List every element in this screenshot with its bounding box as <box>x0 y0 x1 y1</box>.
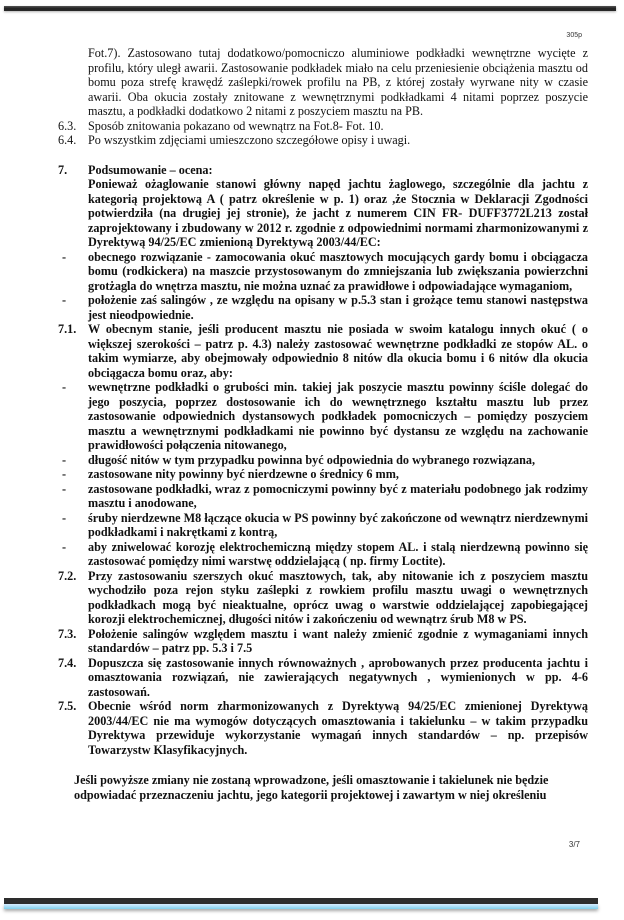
section-7-bullets <box>58 250 588 323</box>
bullet-dash: - <box>62 481 67 496</box>
item-number: 7.1. <box>58 322 77 336</box>
bullet-dash: - <box>62 249 67 264</box>
bullet-text: wewnętrzne podkładki o grubości min. takiej jak poszycie masztu powinny ściśle dolegać do jego poszycia, poprzez dostosowanie ich do wewnętrznego kształtu masztu lub przez zastosowanie odpowiednich dystansowych podkładek pomocniczych – pomiędzy poszyciem masztu a wewnętrznymi podkładkami nie powinno być dystansu ze względu na zachowanie prawidłowości połączenia nitowanego, <box>88 380 588 452</box>
list-item <box>58 250 588 294</box>
list-item <box>58 467 588 482</box>
bottom-border-blue <box>4 904 598 909</box>
item-6-4 <box>58 133 588 148</box>
section-7-heading <box>58 163 588 178</box>
item-7-4 <box>58 656 588 700</box>
list-item <box>58 453 588 468</box>
bullet-text: aby zniwelować korozję elektrochemiczną między stopem AL. i stalą nierdzewną powinno się zastosować pomiędzy nimi warstwę oddzielającą ( np. firmy Loctite). <box>88 539 588 568</box>
bullet-text: długość nitów w tym przypadku powinna być odpowiednia do wybranego rozwiązana, <box>88 452 536 467</box>
bullet-dash: - <box>62 539 67 554</box>
item-text: Obecnie wśród norm zharmonizowanych z Dyrektywą 94/25/EC zmienionej Dyrektywą 2003/44/EC nie ma wymogów dotyczących omasztowania i takielunku – w takim przypadku Dyrektywa przewiduje wykorzystanie wymagań innych standardów – np. przepisów Towarzystw Klasyfikacyjnych. <box>88 699 588 757</box>
item-number: 7.5. <box>58 699 77 713</box>
item-number: 7.3. <box>58 626 77 641</box>
bullet-dash: - <box>62 293 67 307</box>
bullet-text: zastosowane podkładki, wraz z pomocniczymi powinny być z materiału podobnego jak rodzimy masztu i anodowane, <box>88 481 588 510</box>
list-item <box>58 482 588 511</box>
section6-continuation: Fot.7). Zastosowano tutaj dodatkowo/pomocniczo aluminiowe podkładki wewnętrzne wycięte z profilu, który uległ awarii. Zastosowanie podkładek miało na celu przeniesienie obciążenia masztu od bomu poza strefę krawędź zaślepki/rowek profilu na PB, z której zostały wyrwane nity w czasie awarii. Oba okucia zostały znitowane z wewnętrznymi podkładkami 4 nitami poprzez poszycie masztu, a podkładki dodatkowo 2 nitami z poszyciem masztu na PB. <box>88 46 588 118</box>
item-7-1 <box>58 322 588 380</box>
item-number: 6.3. <box>58 118 77 133</box>
item-text: Położenie salingów względem masztu i want należy zmienić zgodnie z wymaganiami innych standardów – patrz pp. 5.3 i 7.5 <box>88 626 588 655</box>
bullet-text: zastosowane nity powinny być nierdzewne o średnicy 6 mm, <box>88 467 399 481</box>
item-number: 7.2. <box>58 568 77 583</box>
item-7-3 <box>58 627 588 656</box>
bullet-dash: - <box>62 380 67 394</box>
bullet-text: położenie zaś salingów , ze względu na opisany w p.5.3 stan i grożące temu stanowi następstwa jest nieodpowiednie. <box>88 293 588 322</box>
section-7-intro: Ponieważ ożaglowanie stanowi główny napęd jachtu żaglowego, szczególnie dla jachtu z kategorią projektową A ( patrz określenie w p. 1) oraz ,że Stocznia w Deklaracji Zgodności potwierdziła (na drugiej jej stronie), że jacht z numerem CIN FR- DUFF3772L213 został zaprojektowany i zbudowany w 2012 r. zgodnie z odpowiednimi normami zharmonizowanymi z Dyrektywą 94/25/EC zmienioną Dyrektywą 2003/44/EC: <box>88 177 588 249</box>
page-number: 3/7 <box>568 840 580 849</box>
item-7-1-bullets <box>58 380 588 569</box>
document-id: 305p <box>566 32 582 39</box>
section-title: Podsumowanie – ocena: <box>88 162 213 177</box>
bullet-dash: - <box>62 510 67 525</box>
list-item <box>58 511 588 540</box>
bullet-text: śruby nierdzewne M8 łączące okucia w PS powinny być zakończone od wewnątrz nierdzewnymi podkładkami i nakrętkami z kontrą, <box>88 510 588 539</box>
item-text: Sposób znitowania pokazano od wewnątrz na Fot.8- Fot. 10. <box>88 118 384 133</box>
top-border <box>4 6 616 11</box>
list-item <box>58 380 588 453</box>
item-6-3 <box>58 119 588 134</box>
list-item <box>58 293 588 322</box>
bullet-dash: - <box>62 467 67 481</box>
list-item <box>58 540 588 569</box>
item-text: Po wszystkim zdjęciami umieszczono szczegółowe opisy i uwagi. <box>88 133 411 147</box>
item-text: Dopuszcza się zastosowanie innych równoważnych , aprobowanych przez producenta jachtu i omasztowania rozwiązań, nie zawierających negatywnych , wymienionych w pp. 4-6 zastosowań. <box>88 655 588 699</box>
bullet-dash: - <box>62 452 67 467</box>
section-7 <box>58 163 588 803</box>
item-text: Przy zastosowaniu szerszych okuć masztowych, tak, aby nitowanie ich z poszyciem masztu wychodziło poza rejon styku zaślepki z rowkiem profilu masztu uwagi o wewnętrznych podkładkach mogą być nieaktualne, oprócz uwag o warstwie oddzielającej zapobiegającej korozji elektrochemicznej, długości nitów i zakończeniu od wewnątrz śrub M8 w PS. <box>88 568 588 626</box>
item-text: W obecnym stanie, jeśli producent masztu nie posiada w swoim katalogu innych okuć ( o większej szerokości – patrz p. 4.3) należy zastosować wewnętrzne podkładki ze stopów AL. o takim wymiarze, aby obejmowały odpowiednio 8 nitów dla okucia bomu i 6 nitów dla okucia obciągacza bomu oraz, aby: <box>88 322 588 380</box>
item-number: 6.4. <box>58 133 77 147</box>
closing-paragraph: Jeśli powyższe zmiany nie zostaną wprowadzone, jeśli omasztowanie i takielunek nie będzie odpowiadać przeznaczeniu jachtu, jego kategorii projektowej i zawartym w niej określeniu <box>74 773 549 802</box>
item-number: 7.4. <box>58 655 77 670</box>
bullet-text: obecnego rozwiązanie - zamocowania okuć masztowych mocujących gardy bomu i obciągacza bomu (rodkickera) na maszcie przystosowanym do zmniejszania lub zwiększania powierzchni grotżagla do wnętrza masztu, nie można uznać za prawidłowe i odpowiadające wymaganiom, <box>88 249 588 293</box>
section-number: 7. <box>58 162 68 177</box>
item-7-5 <box>58 699 588 757</box>
page-content <box>58 46 588 802</box>
item-7-2 <box>58 569 588 627</box>
